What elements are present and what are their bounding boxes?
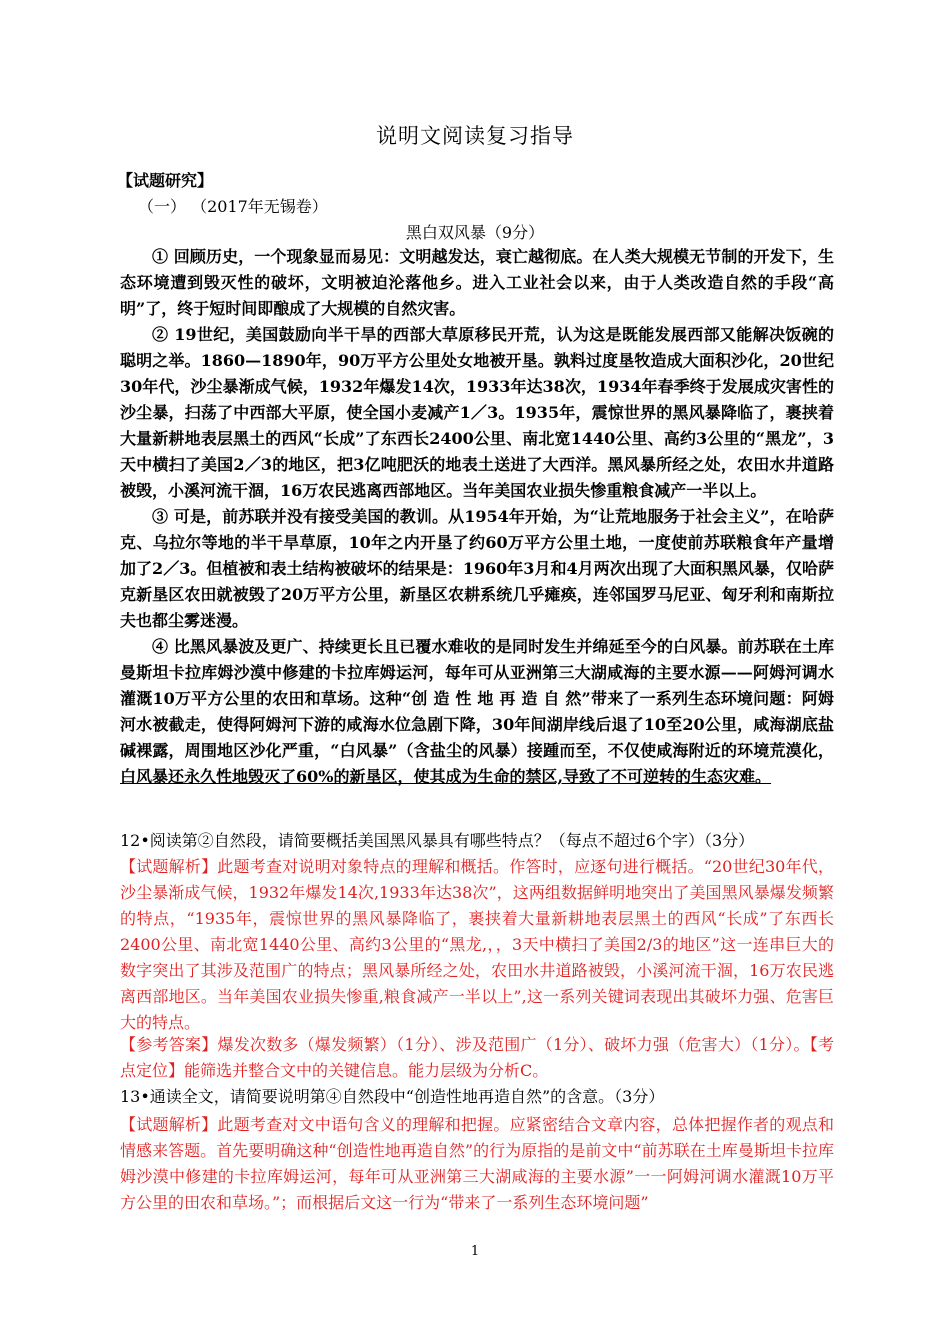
analysis-13 [120, 1112, 834, 1216]
question-12: 12•阅读第②自然段，请简要概括美国黑风暴具有哪些特点？（每点不超过6个字）（3分） [120, 831, 755, 850]
exam-source: （一） （2017年无锡卷） [138, 197, 328, 216]
paragraph-4-end: 使其成为生命的禁区,导致了不可逆转的生态灾难。 [413, 767, 772, 786]
paragraph-4 [120, 634, 834, 790]
page-number: 1 [470, 1244, 480, 1259]
paragraph-3: ③ 可是，前苏联并没有接受美国的教训。从1954年开始，为“让荒地服务于社会主义”，在哈萨克、乌拉尔等地的半干旱草原，10年之内开垦了约60万平方公里土地，一度使前苏联粮食年产量增加了2／3。但植被和表土结构被破坏的结果是：1960年3月和4月两次出现了大面积黑风暴，仅哈萨克新垦区农田就被毁了20万平方公里，新垦区农耕系统几乎瘫痪，连邻国罗马尼亚、匈牙利和南斯拉夫也都尘雾迷漫。 [120, 507, 834, 630]
reference-answer-12 [120, 1032, 834, 1084]
analysis-12-text: 【试题解析】此题考查对说明对象特点的理解和概括。作答时，应逐句进行概括。“20世纪30年代，沙尘暴渐成气候，1932年爆发14次,1933年达38次”，这两组数据鲜明地突出了美国黑风暴爆发频繁的特点，“1935年，震惊世界的黑风暴降临了，裹挟着大量新耕地表层黑土的西风“长成”了东西长2400公里、南北宽1440公里、高约3公里的“黑龙,，，3天中横扫了美国2/3的地区”这一连串巨大的数字突出了其涉及范围广的特点；黑风暴所经之处，农田水井道路被毁，小溪河流干涸，16万农民逃离西部地区。当年美国农业损失惨重,粮食减产一半以上”,这一系列关键词表现出其破坏力强、危害巨大的特点。 [120, 857, 834, 1032]
paragraph-1: ① 回顾历史，一个现象显而易见：文明越发达，衰亡越彻底。在人类大规模无节制的开发下，生态环境遭到毁灭性的破坏，文明被迫沦落他乡。进入工业社会以来，由于人类改造自然的手段“高明”了，终于短时间即酿成了大规模的自然灾害。 [120, 247, 834, 318]
document-title: 说明文阅读复习指导 [376, 124, 574, 148]
question-13: 13•通读全文，请简要说明第④自然段中“创造性地再造自然”的含意。（3分） [120, 1087, 665, 1106]
reference-answer-12-text: 【参考答案】爆发次数多（爆发频繁）（1分）、涉及范围广（1分）、破坏力强（危害大）（1分）。【考点定位】能筛选并整合文中的关键信息。能力层级为分析C。 [120, 1035, 834, 1080]
article-body [120, 244, 834, 790]
analysis-13-text: 【试题解析】此题考查对文中语句含义的理解和把握。应紧密结合文章内容，总体把握作者的观点和情感来答题。首先要明确这种“创造性地再造自然”的行为原指的是前文中“前苏联在土库曼斯坦卡拉库姆沙漠中修建的卡拉库姆运河，每年可从亚洲第三大湖咸海的主要水源”一一阿姆河调水灌溉10万平方公里的田农和草场。”；而根据后文这一行为“带来了一系列生态环境问题” [120, 1115, 834, 1212]
paragraph-2: ② 19世纪，美国鼓励向半干旱的西部大草原移民开荒，认为这是既能发展西部又能解决饭碗的聪明之举。1860—1890年，90万平方公里处女地被开垦。孰料过度垦牧造成大面积沙化，20世纪30年代，沙尘暴渐成气候，1932年爆发14次，1933年达38次，1934年春季终于发展成灾害性的沙尘暴，扫荡了中西部大平原，使全国小麦减产1／3。1935年，震惊世界的黑风暴降临了，裹挟着大量新耕地表层黑土的西风“长成”了东西长2400公里、南北宽1440公里、高约3公里的“黑龙”，3天中横扫了美国2／3的地区，把3亿吨肥沃的地表土送进了大西洋。黑风暴所经之处，农田水井道路被毁，小溪河流干涸，16万农民逃离西部地区。当年美国农业损失惨重粮食减产一半以上。 [120, 325, 834, 500]
paragraph-4-text: ④ 比黑风暴波及更广、持续更长且已覆水难收的是同时发生并绵延至今的白风暴。前苏联在土库曼斯坦卡拉库姆沙漠中修建的卡拉库姆运河，每年可从亚洲第三大湖咸海的主要水源——阿姆河调水灌溉10万平方公里的农田和草场。这种“创 造 性 地 再 造 自 然”带来了一系列生态环境问题：阿姆河水被截走，使得阿姆河下游的咸海水位急剧下降，30年间湖岸线后退了10至20公里，咸海湖底盐碱裸露，周围地区沙化严重，“白风暴”（含盐尘的风暴）接踵而至，不仅使咸海附近的环境荒漠化， [120, 637, 834, 760]
paragraph-4-underlined: 白风暴还永久性地毁灭了60%的新垦区， [120, 767, 414, 786]
section-heading: 【试题研究】 [117, 171, 214, 190]
article-title: 黑白双风暴（9分） [405, 223, 545, 242]
analysis-12 [120, 854, 834, 1036]
